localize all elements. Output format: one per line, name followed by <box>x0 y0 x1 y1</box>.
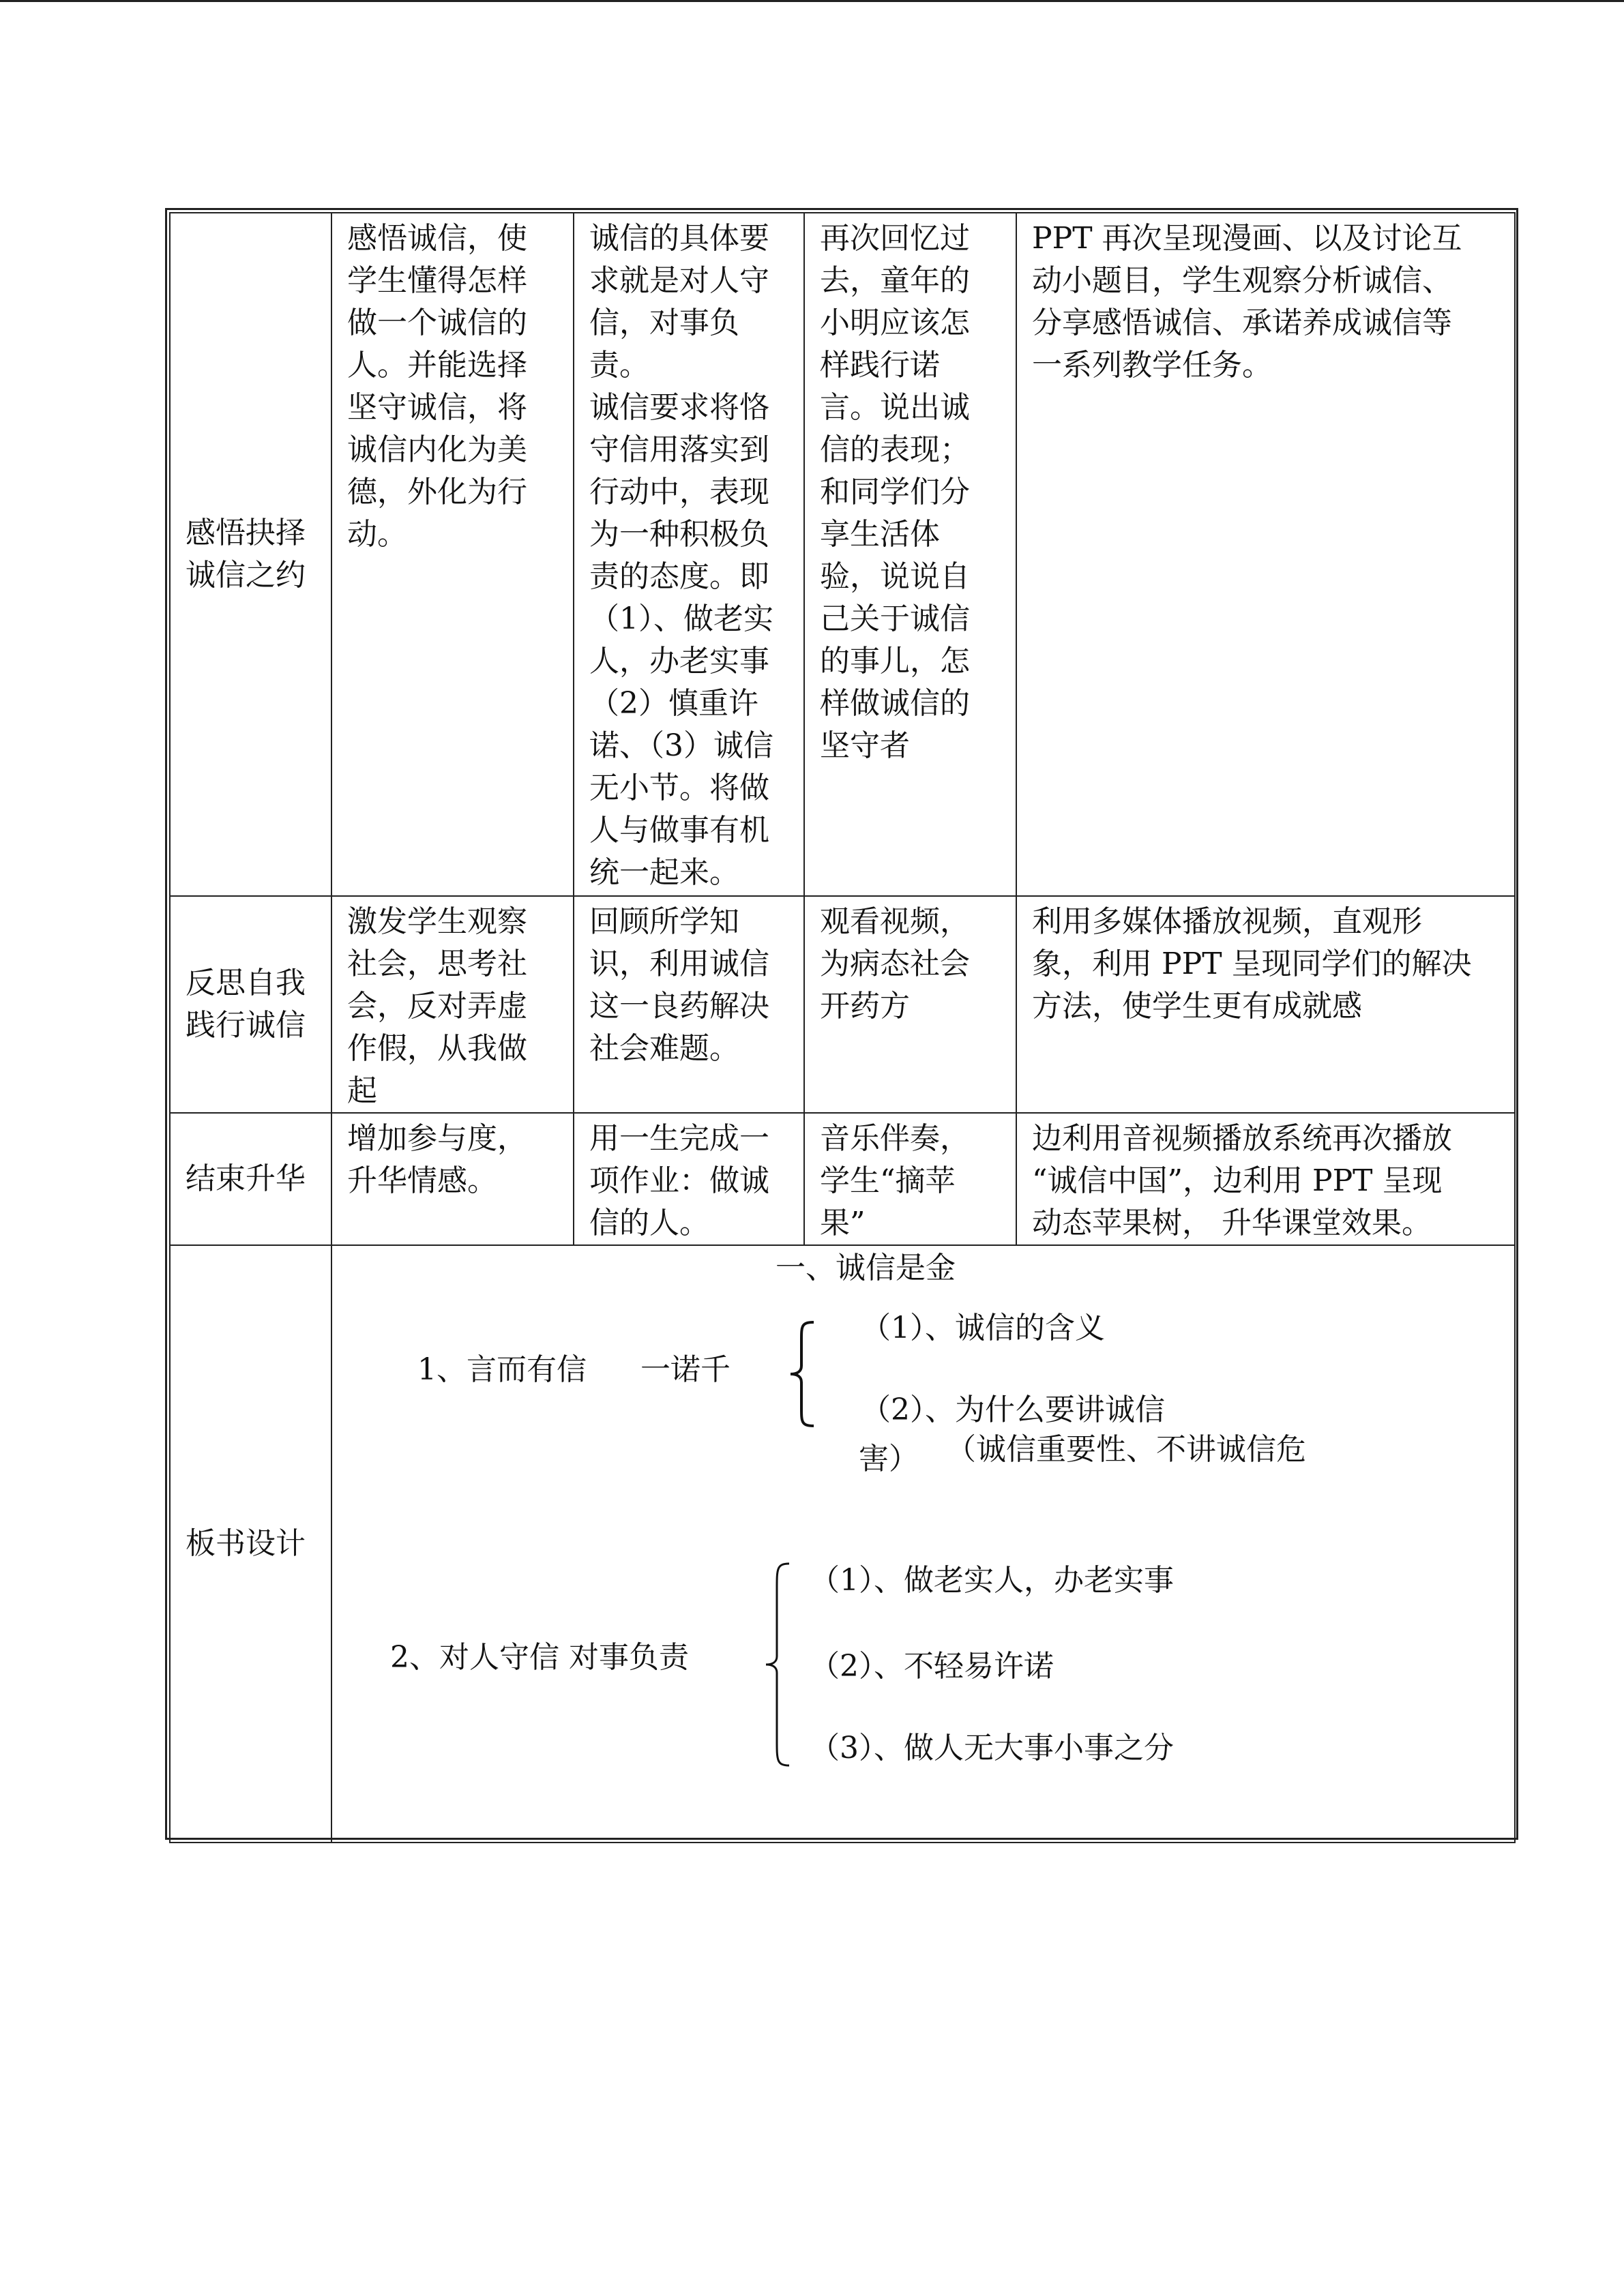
content-line: 人，办老实事 <box>589 644 769 679</box>
page-top-rule <box>0 0 1624 2</box>
stage-line: 板书设计 <box>186 1526 306 1561</box>
goal-line: 会，反对弄虚 <box>347 989 527 1024</box>
content-line: 统一起来。 <box>589 855 739 890</box>
activity-line: 坚守者 <box>820 728 910 763</box>
stage-line: 结束升华 <box>186 1161 306 1196</box>
content-cell <box>574 896 804 1113</box>
lesson-plan-table-wrapper <box>169 212 1514 1836</box>
board-design-cell <box>331 1245 1515 1843</box>
goal-line: 激发学生观察 <box>347 904 527 939</box>
goal-line: 社会，思考社 <box>347 946 527 981</box>
goal-line: 作假，从我做 <box>347 1031 527 1066</box>
table-row <box>170 896 1515 1113</box>
content-line: 诚信的具体要 <box>589 221 769 256</box>
stage-cell <box>170 213 331 896</box>
goal-line: 感悟诚信，使 <box>347 221 527 256</box>
method-line: 象，利用 PPT 呈现同学们的解决 <box>1032 946 1472 981</box>
method-cell <box>1016 213 1515 896</box>
board-point-1: 1、言而有信 <box>417 1352 587 1387</box>
stage-line: 反思自我 <box>186 966 306 1000</box>
content-line: 诚信要求将恪 <box>589 390 769 425</box>
board-heading: 一、诚信是金 <box>776 1251 956 1285</box>
content-cell <box>574 213 804 896</box>
content-line: 回顾所学知 <box>589 904 739 939</box>
activity-line: 样践行诺 <box>820 348 940 383</box>
activity-line: 音乐伴奏， <box>820 1121 970 1156</box>
board-point-1-b: 一诺千 <box>640 1352 730 1387</box>
goal-line: 坚守诚信，将 <box>347 390 527 425</box>
activity-line: 验，说说自 <box>820 559 970 594</box>
method-line: 分享感悟诚信、承诺养成诚信等 <box>1032 305 1452 340</box>
activity-cell <box>804 213 1016 896</box>
board-point-2: 2、对人守信 对事负责 <box>390 1640 689 1675</box>
method-line: 利用多媒体播放视频，直观形 <box>1032 904 1422 939</box>
stage-line: 感悟抉择 <box>186 516 306 550</box>
activity-line: 再次回忆过 <box>820 221 970 256</box>
content-line: 无小节。将做 <box>589 771 769 805</box>
table-row <box>170 1245 1515 1843</box>
stage-line: 诚信之约 <box>186 558 306 593</box>
activity-line: 的事儿，怎 <box>820 644 970 679</box>
content-line: （1）、做老实 <box>589 601 773 636</box>
activity-cell <box>804 1113 1016 1245</box>
activity-line: 样做诚信的 <box>820 686 970 721</box>
goal-line: 升华情感。 <box>347 1163 497 1198</box>
board-p2-item-3: （3）、做人无大事小事之分 <box>810 1731 1174 1765</box>
content-line: 用一生完成一 <box>589 1121 769 1156</box>
activity-line: 小明应该怎 <box>820 305 970 340</box>
activity-cell <box>804 896 1016 1113</box>
goal-cell <box>331 1113 574 1245</box>
content-line: 诺、（3）诚信 <box>589 728 773 763</box>
content-line: 项作业：做诚 <box>589 1163 769 1198</box>
stage-cell <box>170 1245 331 1843</box>
lesson-plan-table <box>169 212 1516 1843</box>
method-line: 一系列教学任务。 <box>1032 348 1272 383</box>
method-cell <box>1016 896 1515 1113</box>
activity-line: 信的表现； <box>820 432 970 467</box>
content-cell <box>574 1113 804 1245</box>
activity-line: 开药方 <box>820 989 910 1024</box>
brace-icon <box>788 1320 818 1429</box>
goal-line: 增加参与度， <box>347 1121 527 1156</box>
content-line: 责。 <box>589 348 649 383</box>
goal-line: 起 <box>347 1073 377 1108</box>
board-p1-note-clipped <box>851 1442 932 1480</box>
table-row <box>170 1113 1515 1245</box>
activity-line: 去，童年的 <box>820 263 970 298</box>
board-p1-item-2-note: （诚信重要性、不讲诚信危 <box>946 1432 1306 1467</box>
content-line: 行动中，表现 <box>589 475 769 509</box>
content-line: 责的态度。即 <box>589 559 769 594</box>
method-line: 动小题目，学生观察分析诚信、 <box>1032 263 1452 298</box>
content-line: 信，对事负 <box>589 305 739 340</box>
content-line: 求就是对人守 <box>589 263 769 298</box>
method-line: 方法，使学生更有成就感 <box>1032 989 1362 1024</box>
content-line: （2）慎重许 <box>589 686 758 721</box>
goal-line: 动。 <box>347 517 407 552</box>
stage-cell <box>170 1113 331 1245</box>
stage-line: 践行诚信 <box>186 1008 306 1043</box>
activity-line: 享生活体 <box>820 517 940 552</box>
goal-cell <box>331 896 574 1113</box>
activity-line: 学生“摘苹 <box>820 1163 956 1198</box>
activity-line: 言。说出诚 <box>820 390 970 425</box>
stage-cell <box>170 896 331 1113</box>
content-line: 守信用落实到 <box>589 432 769 467</box>
content-line: 社会难题。 <box>589 1031 739 1066</box>
board-p2-item-2: （2）、不轻易许诺 <box>810 1649 1054 1684</box>
board-p1-item-1: （1）、诚信的含义 <box>861 1311 1105 1345</box>
method-line: “诚信中国”，边利用 PPT 呈现 <box>1032 1163 1443 1198</box>
activity-line: 为病态社会 <box>820 946 970 981</box>
activity-line: 果” <box>820 1206 866 1240</box>
board-p1-item-2: （2）、为什么要讲诚信 <box>861 1392 1165 1427</box>
method-cell <box>1016 1113 1515 1245</box>
activity-line: 己关于诚信 <box>820 601 970 636</box>
activity-line: 观看视频， <box>820 904 970 939</box>
content-line: 识，利用诚信 <box>589 946 769 981</box>
method-line: 动态苹果树， 升华课堂效果。 <box>1032 1206 1432 1240</box>
goal-line: 人。并能选择 <box>347 348 527 383</box>
board-p2-item-1: （1）、做老实人，办老实事 <box>810 1563 1174 1598</box>
board-p1-note-cut: 害） <box>859 1442 919 1476</box>
goal-line: 诚信内化为美 <box>347 432 527 467</box>
content-line: 人与做事有机 <box>589 813 769 848</box>
content-line: 这一良药解决 <box>589 989 769 1024</box>
goal-cell <box>331 213 574 896</box>
content-line: 信的人。 <box>589 1206 709 1240</box>
brace-icon <box>763 1561 793 1768</box>
method-line: PPT 再次呈现漫画、以及讨论互 <box>1032 221 1462 256</box>
content-line: 为一种积极负 <box>589 517 769 552</box>
activity-line: 和同学们分 <box>820 475 970 509</box>
method-line: 边利用音视频播放系统再次播放 <box>1032 1121 1452 1156</box>
goal-line: 做一个诚信的 <box>347 305 527 340</box>
goal-line: 学生懂得怎样 <box>347 263 527 298</box>
table-row <box>170 213 1515 896</box>
goal-line: 德，外化为行 <box>347 475 527 509</box>
